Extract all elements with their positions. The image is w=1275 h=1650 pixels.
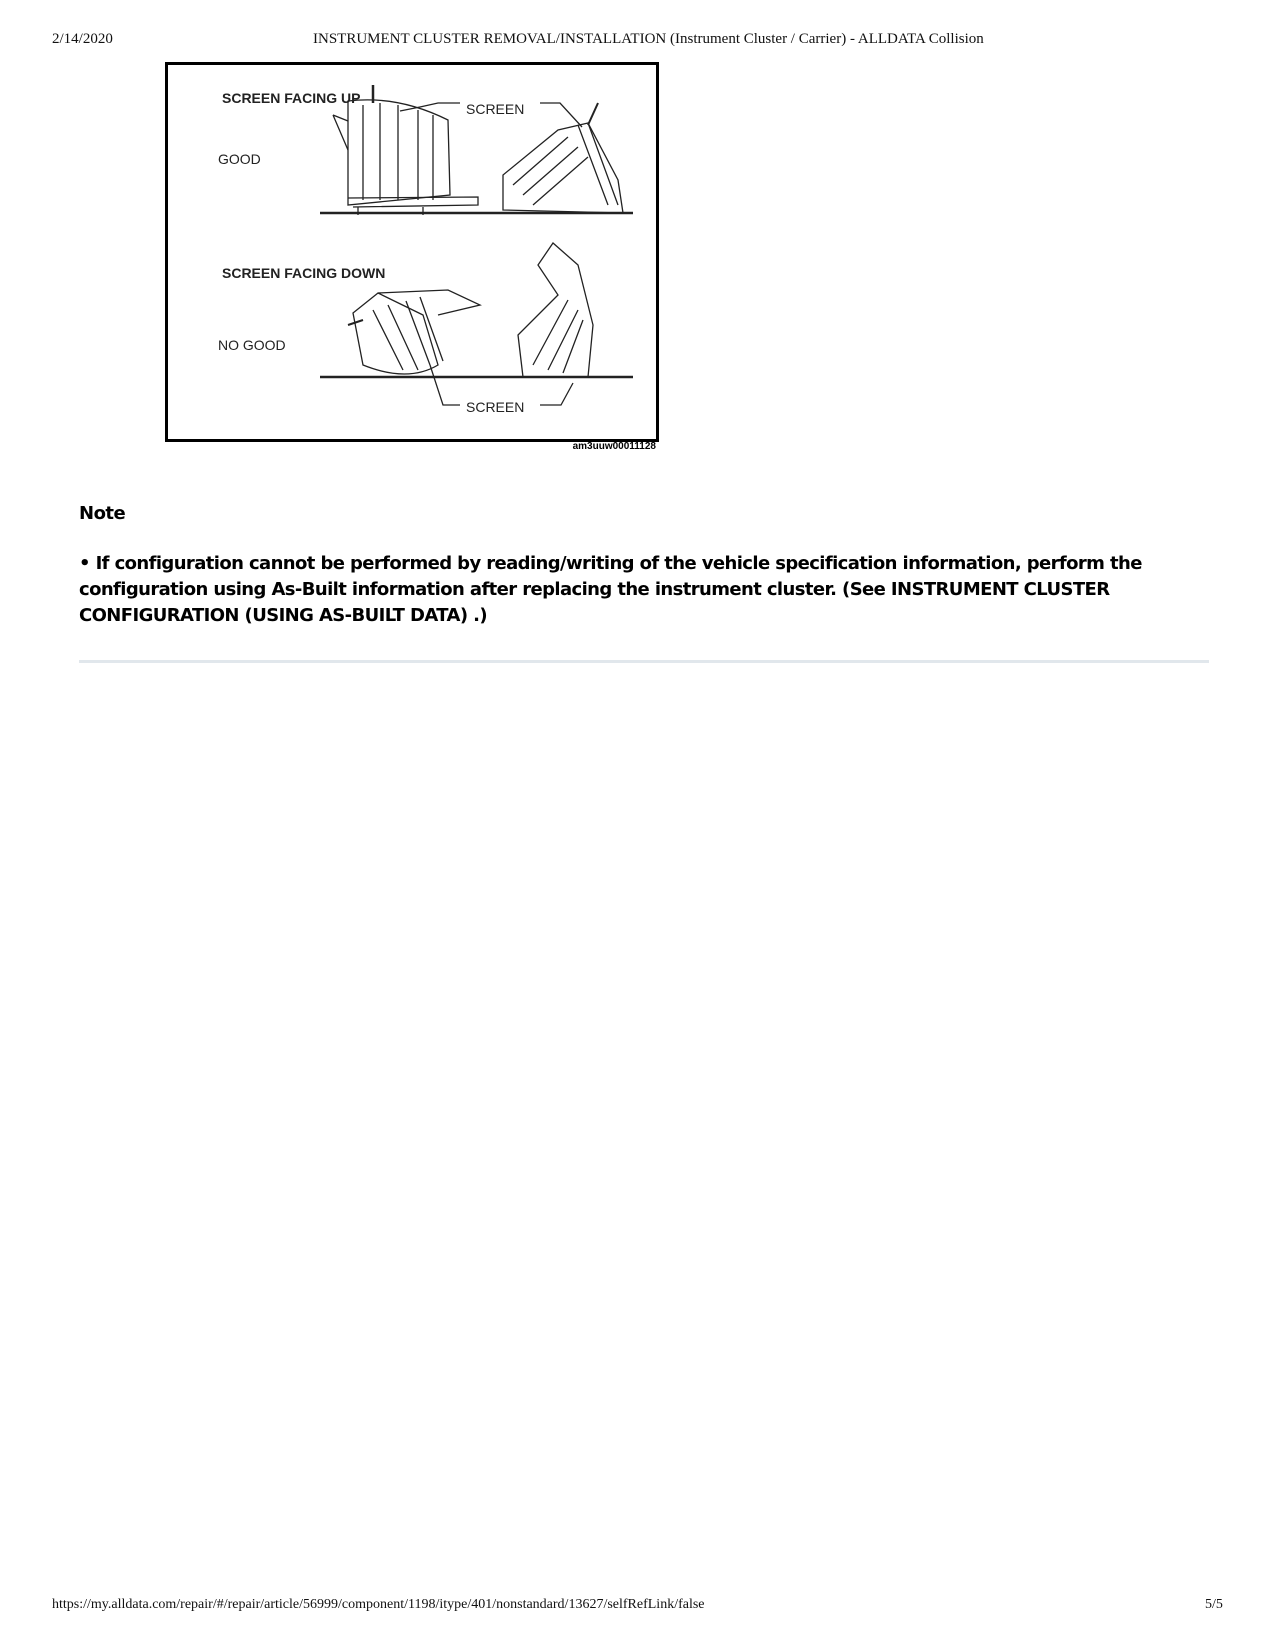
heading-screen-facing-down: SCREEN FACING DOWN bbox=[222, 265, 386, 281]
header-date: 2/14/2020 bbox=[52, 31, 113, 47]
divider bbox=[79, 660, 1209, 663]
footer-page-number: 5/5 bbox=[1205, 1597, 1223, 1612]
screen-label-bottom: SCREEN bbox=[466, 399, 525, 415]
footer-url: https://my.alldata.com/repair/#/repair/article/56999/component/1198/itype/401/nonstandard/13627/selfRefLink/false bbox=[52, 1597, 705, 1612]
cluster-orientation-figure bbox=[165, 62, 659, 442]
heading-screen-facing-up: SCREEN FACING UP bbox=[222, 90, 361, 106]
figure-caption: am3uuw00011128 bbox=[572, 441, 656, 452]
header-title: INSTRUMENT CLUSTER REMOVAL/INSTALLATION (Instrument Cluster / Carrier) - ALLDATA Collision bbox=[313, 31, 984, 47]
screen-label-top: SCREEN bbox=[466, 101, 525, 117]
label-no-good: NO GOOD bbox=[218, 337, 286, 353]
label-good: GOOD bbox=[218, 151, 261, 167]
cluster-illustration bbox=[168, 65, 656, 439]
note-text: • If configuration cannot be performed by reading/writing of the vehicle specification information, perform the configuration using As-Built information after replacing the instrument cluster. (See INSTRUMENT CLUSTER CONFIGURATION (USING AS-BUILT DATA) .) bbox=[79, 553, 1142, 626]
note-title: Note bbox=[79, 503, 126, 524]
